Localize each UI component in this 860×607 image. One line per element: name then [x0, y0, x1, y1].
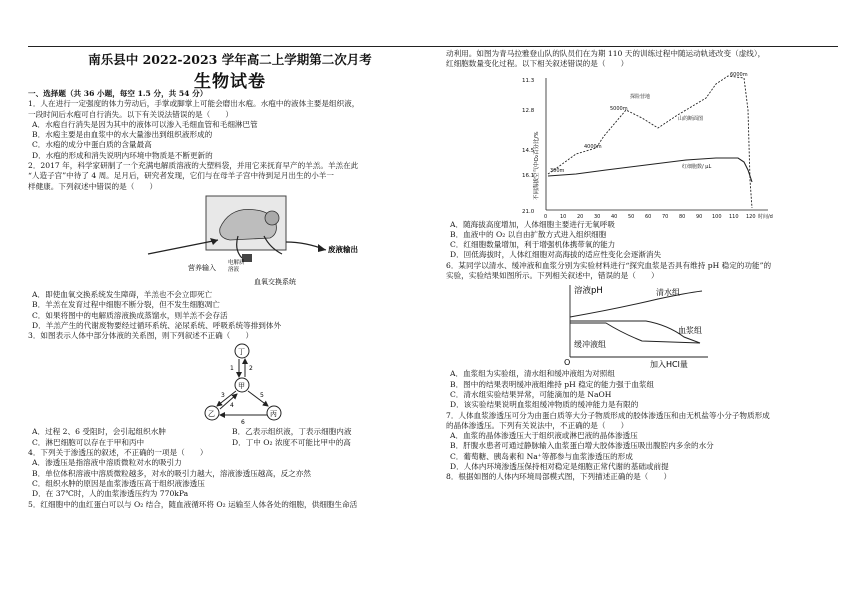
q2-stem-2: “人造子宫”中待了 4 周。足月后，研究者发现，它们与在母羊子宫中待到足月出生的小羊一: [28, 171, 334, 181]
q7-option-a: A．血浆的晶体渗透压大于组织液或淋巴液的晶体渗透压: [450, 431, 638, 441]
subject-title: 生物试卷: [194, 72, 266, 92]
fig-label-nutrient: 营养输入: [188, 263, 216, 272]
xtick-7: 70: [662, 213, 669, 220]
q5-stem: 5．红细胞中的血红蛋白可以与 O₂ 结合，随血液循环将 O₂ 运输至人体各处的细胞，供细胞生命活: [28, 499, 358, 509]
ph-xlabel: 加入HCl量: [650, 360, 688, 370]
ann-camp: 探险营地: [630, 93, 651, 100]
q5-option-d: D．回低海拔时，人体红细胞对高海拔的适应性变化会逐渐消失: [450, 250, 662, 260]
left-column: [28, 89, 432, 510]
arrow-label-1: 1: [230, 365, 234, 373]
header-rule: [28, 46, 838, 47]
q6-stem: 6．某同学以清水、缓冲液和血浆分别为实验材料进行“探究血浆是否具有维持 pH 稳定的功能”的: [446, 260, 772, 270]
xtick-1: 10: [560, 213, 567, 220]
xtick-8: 80: [679, 213, 686, 220]
q5-stem-3: 红细胞数量变化过程。以下相关叙述错误的是（ ）: [446, 59, 629, 69]
q5-option-a: A．随海拔高度增加，人体细胞主要进行无氧呼吸: [450, 219, 615, 229]
xtick-9: 90: [696, 213, 703, 220]
ann-mountain: 山的断面图: [678, 115, 704, 122]
chart-origin: O: [564, 358, 571, 368]
q5-stem-2: 动利用。如图为青马拉雅登山队的队员们在为期 110 天的训练过程中随运动轨迹改变（虚线），: [446, 49, 766, 58]
artificial-womb-illustration: [28, 192, 432, 290]
q8-stem: 8．根据如图的人体内环境局部模式图，下列描述正确的是（ ）: [446, 472, 672, 482]
q6-stem-2: 实验，实验结果如图所示。下列相关叙述中，错误的是（ ）: [446, 271, 659, 281]
ann-5000m: 5000m: [610, 105, 628, 112]
q6-option-d: D．该实验结果说明血浆组缓冲物质的缓冲能力是有限的: [450, 400, 639, 410]
q3-option-d: D．丁中 O₂ 浓度不可能比甲中的高: [232, 437, 351, 447]
q4-option-c: C．组织水肿的原因是血浆渗透压高于组织液渗透压: [32, 478, 205, 488]
q2-option-d: D．羊羔产生的代谢废物要经过循环系统、泌尿系统、呼吸系统等排到体外: [32, 320, 282, 330]
node-jia: 甲: [238, 382, 245, 391]
arrow-label-4: 4: [230, 402, 234, 410]
xtick-12: 120: [746, 213, 756, 220]
label-buffer: 缓冲液组: [574, 340, 606, 350]
q1-option-a: A．水疱自行消失是因为其中的液体可以渗入毛细血管和毛细淋巴管: [32, 119, 258, 129]
q1-stem: 1．人在进行一定强度的体力劳动后，手掌或脚掌上可能会磨出水疱。水疱中的液体主要是组织液，: [28, 99, 360, 109]
fig-caption: 血氧交换系统: [254, 277, 296, 286]
chart-ylabel: 不同海拔空气中O₂百分比/%: [534, 130, 540, 200]
q6-option-b: B．图中的结果表明缓冲液组维持 pH 稳定的能力强于血浆组: [450, 379, 655, 389]
q4-option-b: B．单位体积溶液中溶质微粒越多，对水的吸引力越大，溶液渗透压越高，反之亦然: [32, 468, 311, 478]
ytick-4: 21.0: [522, 208, 535, 215]
exam-title: 南乐县中 2022-2023 学年高二上学期第二次月考: [88, 52, 372, 67]
ytick-2: 14.5: [522, 147, 535, 154]
q4-option-d: D．在 37℃时，人的血浆渗透压约为 770kPa: [32, 489, 189, 499]
q3-option-b: B．乙表示组织液，丁表示细胞内液: [232, 427, 352, 437]
q3-figure: [28, 341, 432, 427]
ph-ylabel: 溶液pH: [574, 286, 603, 297]
arrow-label-2: 2: [249, 365, 253, 373]
q2-stem: 2．2017 年，科学家研制了一个充满电解质溶液的大塑料袋，并用它来抚育早产的羊羔。羊羔在此: [28, 161, 359, 171]
fig-label-electrolyte: 电解质: [228, 259, 245, 266]
fig-label-solution: 溶液: [228, 266, 240, 273]
xtick-6: 60: [645, 213, 652, 220]
xtick-10: 100: [712, 213, 722, 220]
node-yi: 乙: [208, 410, 215, 419]
ann-6000m: 6000m: [730, 71, 748, 78]
q2-option-b: B．羊羔在发育过程中细胞不断分裂，但不发生细胞凋亡: [32, 300, 220, 310]
arrow-label-6: 6: [241, 419, 245, 427]
q4-stem: 4．下列关于渗透压的叙述，不正确的一项是（ ）: [28, 448, 208, 458]
xtick-2: 20: [577, 213, 584, 220]
q7-option-c: C．葡萄糖、胰岛素和 Na⁺等都参与血浆渗透压的形成: [450, 451, 633, 461]
q2-option-a: A．即使血氧交换系统发生障碍，羊羔也不会立即死亡: [32, 289, 213, 299]
q3-option-a: A．过程 2、6 受阻时，会引起组织水肿: [32, 427, 166, 437]
ytick-3: 16.1: [522, 172, 535, 179]
q5-option-b: B．血液中的 O₂ 以自由扩散方式进入组织细胞: [450, 229, 607, 239]
q3-stem: 3．如图表示人体中部分体液的关系图，则下列叙述不正确（ ）: [28, 331, 254, 341]
ytick-0: 11.3: [522, 77, 535, 84]
q3-options-row-1: [28, 427, 432, 437]
label-plasma: 血浆组: [678, 326, 702, 336]
xtick-11: 110: [729, 213, 739, 220]
q6-figure: [446, 281, 846, 369]
xtick-5: 50: [628, 213, 635, 220]
q6-option-a: A．血浆组为实验组，清水组和缓冲液组为对照组: [450, 369, 615, 379]
xtick-4: 40: [611, 213, 618, 220]
q1-option-d: D．水疱的形成和消失说明内环境中物质是不断更新的: [32, 150, 213, 160]
ytick-1: 12.8: [522, 107, 535, 114]
xtick-3: 30: [594, 213, 601, 220]
q4-option-a: A．渗透压是指溶液中溶质微粒对水的吸引力: [32, 458, 182, 468]
ann-300m: 300m: [550, 167, 565, 174]
q7-option-d: D．人体内环境渗透压保持相对稳定是细胞正常代谢的基础或前提: [450, 462, 669, 472]
altitude-rbc-chart: [446, 70, 846, 220]
section-heading: 一、选择题（共 36 小题，每空 1.5 分，共 54 分）: [28, 89, 208, 98]
q7-option-b: B．肝腹水患者可通过静脉输入血浆蛋白增大胶体渗透压吸出腹腔内多余的水分: [450, 441, 714, 451]
xtick-0: 0: [544, 213, 548, 220]
node-ding: 丁: [238, 348, 245, 357]
q7-stem: 7．人体血浆渗透压可分为由蛋白质等大分子物质形成的胶体渗透压和由无机盐等小分子物质形成: [446, 410, 770, 420]
right-column: [446, 49, 846, 483]
q1-option-b: B．水疱主要是由血浆中的水大量渗出到组织液形成的: [32, 130, 213, 140]
ann-4000m: 4000m: [584, 143, 602, 150]
arrow-label-5: 5: [260, 392, 264, 400]
q2-stem-3: 样健康。下列叙述中错误的是（ ）: [28, 181, 158, 191]
q5-figure: [446, 70, 846, 220]
q2-option-c: C．如果将图中的电解质溶液换成蒸馏水，则羊羔不会存活: [32, 310, 228, 320]
arrow-label-3: 3: [221, 392, 225, 400]
ann-rbc: 红细胞数/ μL: [682, 163, 712, 170]
q3-options-row-2: [28, 438, 432, 448]
body-fluid-diagram: [28, 341, 432, 427]
rbc-line: [548, 158, 752, 182]
q5-option-c: C．红细胞数量增加，利于增强机体携带氧的能力: [450, 240, 616, 250]
node-bing: 丙: [270, 410, 277, 419]
label-water: 清水组: [656, 288, 680, 298]
ph-buffer-chart: [446, 281, 846, 369]
q2-figure: [28, 192, 432, 290]
q1-option-c: C．水疱的成分中蛋白质的含量最高: [32, 140, 152, 150]
q3-option-c: C．淋巴细胞可以存在于甲和丙中: [32, 437, 145, 447]
q1-stem-2: 一段时间后水疱可自行消失。以下有关说法错误的是（ ）: [28, 109, 234, 119]
xunit: 时间/d: [758, 213, 773, 220]
q7-stem-2: 的晶体渗透压。下列有关说法中，不正确的是（ ）: [446, 420, 629, 430]
fig-label-waste: 废液输出: [328, 244, 358, 254]
q6-option-c: C．清水组实验结果异常，可能滴加的是 NaOH: [450, 389, 612, 399]
